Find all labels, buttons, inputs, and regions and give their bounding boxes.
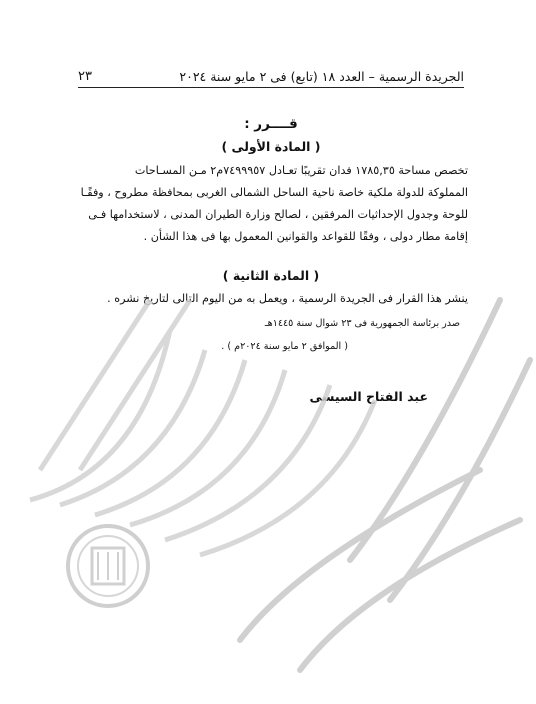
decree-heading: قــــرر :	[244, 116, 298, 132]
article-2-title: ( المادة الثانية )	[222, 268, 320, 283]
page-header	[78, 66, 464, 88]
article-1-line: المملوكة للدولة ملكية خاصة ناحية الساحل الشمالى الغربى بمحافظة مطروح ، وفقًـا	[80, 186, 468, 199]
article-1-line: للوحة وجدول الإحداثيات المرفقين ، لصالح وزارة الطيران المدنى ، لاستخدامها فـى	[88, 208, 468, 221]
seal-icon	[68, 526, 148, 606]
article-1-line: تخصص مساحة ١٧٨٥,٣٥ فدان تقريبًا تعـادل ٧٤٩٩٩٥٧م٢ مـن المسـاحات	[134, 164, 468, 177]
article-1-line: إقامة مطار دولى ، وفقًا للقواعد والقوانين المعمول بها فى هذا الشأن .	[143, 230, 468, 243]
page-number: ٢٣	[78, 69, 92, 84]
issued-date: صدر برئاسة الجمهورية فى ٢٣ شوال سنة ١٤٤٥هـ	[264, 318, 460, 329]
corresponding-date: ( الموافق ٢ مايو سنة ٢٠٢٤م ) .	[221, 341, 348, 352]
header-title: الجريدة الرسمية – العدد ١٨ (تابع) فى ٢ مايو سنة ٢٠٢٤	[179, 69, 464, 84]
president-signature: عبد الفتاح السيسى	[309, 389, 428, 404]
article-1-title: ( المادة الأولى )	[221, 139, 321, 154]
article-1-text	[72, 160, 468, 248]
article-2-text: ينشر هذا القرار فى الجريدة الرسمية ، ويعمل به من اليوم التالى لتاريخ نشره .	[107, 292, 468, 305]
